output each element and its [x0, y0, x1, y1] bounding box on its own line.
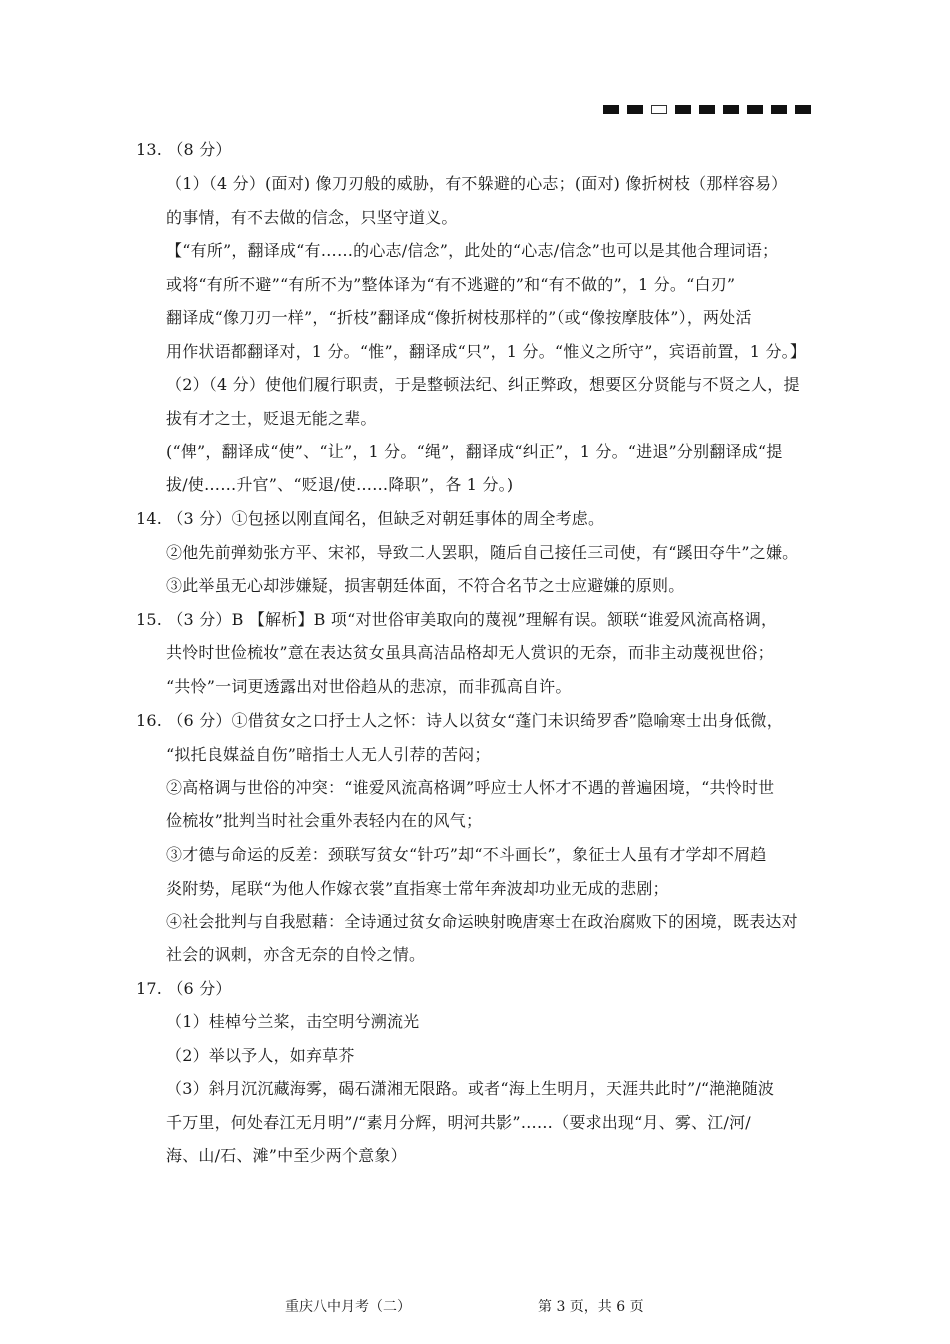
text-line: （2）（4 分）使他们履行职责，于是整顿法纪、纠正弊政，想要区分贤能与不贤之人，提: [166, 375, 800, 394]
text-line: 拔有才之士，贬退无能之辈。: [166, 409, 377, 428]
text-line: 俭梳妆”批判当时社会重外表轻内在的风气；: [166, 811, 483, 830]
text-line: (“俾”，翻译成“使”、“让”，1 分。“绳”，翻译成“纠正”，1 分。“进退”分别翻译成“提: [166, 442, 783, 461]
footer-exam-name: 重庆八中月考（二）: [285, 1299, 411, 1315]
filled-square-mark: [627, 105, 643, 114]
text-line: ③此举虽无心却涉嫌疑，损害朝廷体面，不符合名节之士应避嫌的原则。: [166, 576, 685, 595]
text-line: （2）举以予人，如弃草芥: [166, 1046, 355, 1065]
text-line: “共怜”一词更透露出对世俗趋从的悲凉，而非孤高自许。: [166, 677, 572, 696]
hollow-square-mark: [651, 105, 667, 114]
text-line: （1）（4 分）(面对) 像刀刃般的威胁，有不躲避的心志；(面对) 像折树枝（那样容易）: [166, 174, 788, 193]
corner-marks: [603, 105, 819, 114]
text-line: 的事情，有不去做的信念，只坚守道义。: [166, 208, 458, 227]
text-line: 15. （3 分）B 【解析】B 项“对世俗审美取向的蔑视”理解有误。颔联“谁爱风流高格调，: [136, 610, 778, 629]
text-line: ④社会批判与自我慰藉：全诗通过贫女命运映射晚唐寒士在政治腐败下的困境，既表达对: [166, 912, 798, 931]
text-line: “拟托良媒益自伤”暗指士人无人引荐的苦闷；: [166, 745, 491, 764]
text-line: ③才德与命运的反差：颈联写贫女“针巧”却“不斗画长”，象征士人虽有才学却不屑趋: [166, 845, 767, 864]
filled-square-mark: [747, 105, 763, 114]
text-line: 16. （6 分）①借贫女之口抒士人之怀：诗人以贫女“蓬门未识绮罗香”隐喻寒士出身低微，: [136, 711, 783, 730]
text-line: 拔/使……升官”、“贬退/使……降职”，各 1 分。): [166, 475, 514, 494]
footer-page-number: 第 3 页，共 6 页: [538, 1299, 644, 1315]
text-line: 用作状语都翻译对，1 分。“惟”，翻译成“只”，1 分。“惟义之所守”，宾语前置，1 分。】: [166, 342, 807, 361]
text-line: 【“有所”，翻译成“有……的心志/信念”，此处的“心志/信念”也可以是其他合理词语；: [166, 241, 779, 260]
text-line: 千万里，何处春江无月明”/“素月分辉，明河共影”……（要求出现“月、雾、江/河/: [166, 1113, 751, 1132]
text-line: 翻译成“像刀刃一样”，“折枝”翻译成“像折树枝那样的”（或“像按摩肢体”），两处活: [166, 308, 752, 327]
filled-square-mark: [699, 105, 715, 114]
filled-square-mark: [771, 105, 787, 114]
text-line: 海、山/石、滩”中至少两个意象）: [166, 1146, 407, 1165]
text-line: ②他先前弹劾张方平、宋祁，导致二人罢职，随后自己接任三司使，有“蹊田夺牛”之嫌。: [166, 543, 799, 562]
filled-square-mark: [675, 105, 691, 114]
text-line: （3）斜月沉沉藏海雾，碣石潇湘无限路。或者“海上生明月，天涯共此时”/“滟滟随波: [166, 1079, 775, 1098]
text-line: （1）桂棹兮兰桨，击空明兮溯流光: [166, 1012, 420, 1031]
text-line: ②高格调与世俗的冲突：“谁爱风流高格调”呼应士人怀才不遇的普遍困境，“共怜时世: [166, 778, 775, 797]
text-line: 社会的讽刺，亦含无奈的自怜之情。: [166, 945, 426, 964]
filled-square-mark: [603, 105, 619, 114]
text-line: 17. （6 分）: [136, 979, 232, 998]
text-line: 13. （8 分）: [136, 140, 232, 159]
filled-square-mark: [795, 105, 811, 114]
text-line: 或将“有所不避”“有所不为”整体译为“有不逃避的”和“有不做的”，1 分。“白刃”: [166, 275, 736, 294]
text-line: 共怜时世俭梳妆”意在表达贫女虽具高洁品格却无人赏识的无奈，而非主动蔑视世俗；: [166, 643, 774, 662]
text-line: 14. （3 分）①包拯以刚直闻名，但缺乏对朝廷事体的周全考虑。: [136, 509, 605, 528]
filled-square-mark: [723, 105, 739, 114]
text-line: 炎附势，尾联“为他人作嫁衣裳”直指寒士常年奔波却功业无成的悲剧；: [166, 879, 669, 898]
